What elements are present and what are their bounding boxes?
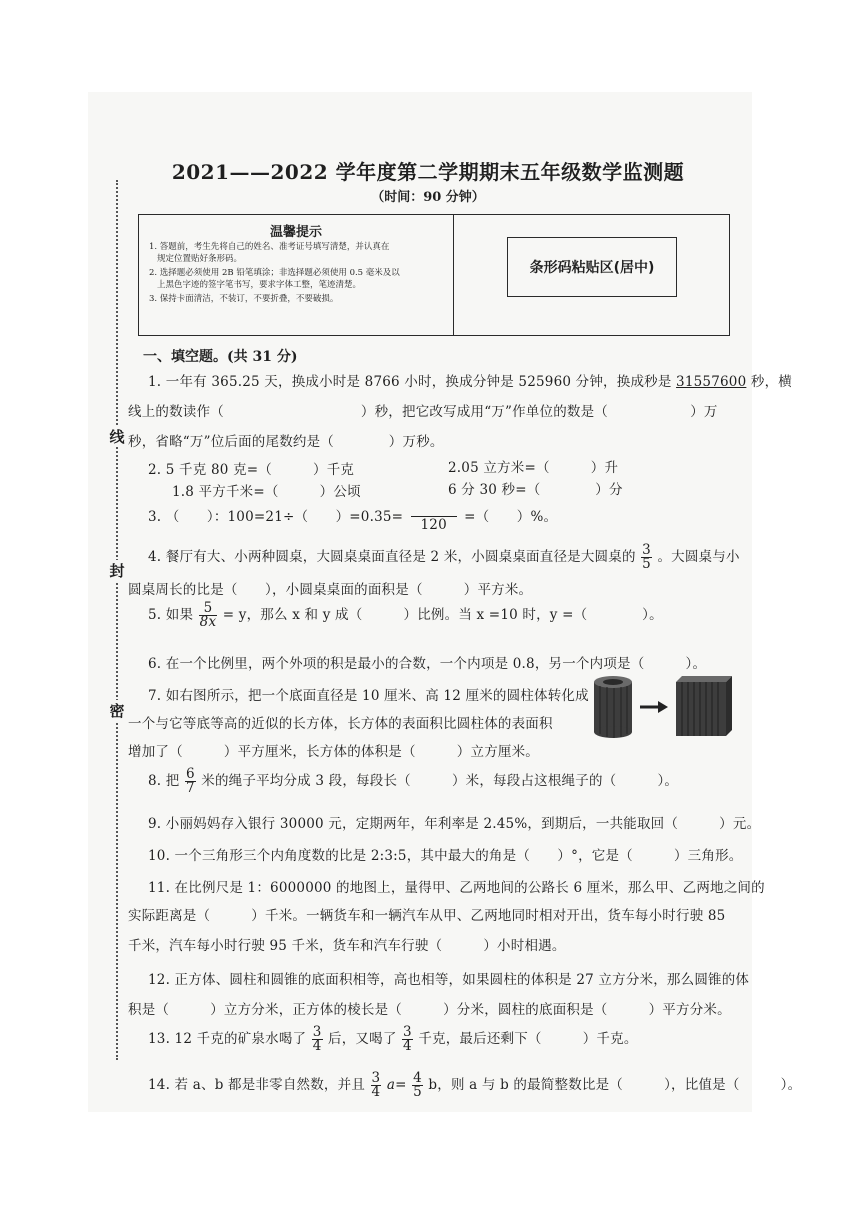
- tip-line: 1. 答题前，考生先将自己的姓名、准考证号填写清楚，并认真在: [149, 242, 390, 252]
- question-10: 10. 一个三角形三个内角度数的比是 2:3:5，其中最大的角是（ ）°，它是（ ）三角形。: [148, 848, 743, 864]
- question-text: 8. 把: [148, 773, 180, 789]
- question-2-a: 2. 5 千克 80 克=（ ）千克: [148, 462, 355, 478]
- question-14: [148, 1072, 801, 1099]
- question-text: 后，又喝了: [328, 1031, 397, 1047]
- underlined-number: 31557600: [676, 374, 747, 390]
- margin-label-feng: 封: [104, 560, 130, 581]
- arrow-right-icon: [640, 701, 668, 713]
- question-2-c: 1.8 平方千米=（ ）公顷: [172, 484, 361, 500]
- fraction-denominator: 4: [312, 1038, 322, 1054]
- cylinder-icon: [594, 676, 632, 738]
- question-text: b，则 a 与 b 的最简整数比是（ ），比值是（ ）。: [428, 1077, 802, 1093]
- fraction: [402, 1026, 413, 1053]
- fraction-denominator: 7: [185, 780, 195, 796]
- tip-line: 2. 选择题必须使用 2B 铅笔填涂；非选择题必须使用 0.5 毫米及以: [149, 268, 400, 278]
- question-11-line-2: 实际距离是（ ）千米。一辆货车和一辆汽车从甲、乙两地同时相对开出，货车每小时行驶 85: [128, 908, 726, 924]
- fraction-denominator: 5: [642, 556, 651, 572]
- question-3: [148, 502, 557, 533]
- fraction-numerator: 5: [199, 602, 218, 616]
- tips-box: [138, 214, 730, 336]
- question-text: 米的绳子平均分成 3 段，每段长（ ）米，每段占这根绳子的（ ）。: [201, 773, 679, 789]
- fraction-numerator: 3: [371, 1070, 381, 1086]
- fraction: [412, 1072, 423, 1099]
- barcode-area: 条形码粘贴区(居中): [507, 237, 677, 297]
- exam-duration: （时间：90 分钟）: [371, 190, 485, 205]
- question-7-line-1: 7. 如右图所示，把一个底面直径是 10 厘米、高 12 厘米的圆柱体转化成: [148, 688, 589, 704]
- question-2-b: 2.05 立方米=（ ）升: [448, 460, 619, 476]
- blank-fraction: [411, 502, 457, 533]
- question-text: a=: [386, 1077, 407, 1093]
- section-heading: 一、填空题。(共 31 分): [143, 349, 298, 365]
- question-1-line-3: 秒，省略“万”位后面的尾数约是（ ）万秒。: [128, 434, 444, 450]
- question-1-line-2: 线上的数读作（ ）秒，把它改写成用“万”作单位的数是（ ）万: [128, 404, 718, 420]
- question-text: = y，那么 x 和 y 成（ ）比例。当 x =10 时，y =（ ）。: [222, 607, 663, 623]
- fraction: [641, 544, 652, 571]
- tips-title: 温馨提示: [269, 225, 322, 240]
- question-text: 千克，最后还剩下（ ）千克。: [418, 1031, 638, 1047]
- question-text: 3. （ ）：100=21÷（ ）=0.35=: [148, 509, 404, 525]
- question-13: [148, 1026, 638, 1053]
- question-2-d: 6 分 30 秒=（ ）分: [448, 482, 623, 498]
- margin-label-mi: 密: [104, 700, 130, 721]
- question-8: [148, 768, 678, 795]
- tip-line: 规定位置贴好条形码。: [157, 254, 243, 264]
- fraction-numerator: 6: [185, 766, 195, 782]
- fraction-denominator: 5: [413, 1084, 422, 1100]
- tip-line: 上黑色字迹的签字笔书写，要求字体工整，笔迹清楚。: [157, 280, 362, 290]
- fraction-numerator: 3: [642, 542, 651, 558]
- question-5: [148, 602, 663, 629]
- question-text: 13. 12 千克的矿泉水喝了: [148, 1031, 307, 1047]
- fraction-numerator: 4: [413, 1070, 422, 1086]
- margin-label-xian: 线: [104, 426, 130, 447]
- fraction-blank-numerator: [411, 502, 457, 517]
- question-text: 5. 如果: [148, 607, 194, 623]
- question-6: 6. 在一个比例里，两个外项的积是最小的合数，一个内项是 0.8，另一个内项是（ ）。: [148, 656, 707, 672]
- binding-dotted-line: [116, 180, 118, 1060]
- question-4-line-2: 圆桌周长的比是（ ），小圆桌桌面的面积是（ ）平方米。: [128, 582, 533, 598]
- question-text: 14. 若 a、b 都是非零自然数，并且: [148, 1077, 366, 1093]
- tip-line: 3. 保持卡面清洁，不装订，不要折叠，不要破损。: [149, 294, 339, 304]
- cylinder-to-cuboid-figure: [588, 670, 738, 742]
- fraction-denominator: 8x: [199, 614, 217, 630]
- fraction-denominator: 4: [371, 1084, 381, 1100]
- fraction: [312, 1026, 323, 1053]
- cuboid-icon: [676, 676, 732, 736]
- question-text: 1. 一年有 365.25 天，换成小时是 8766 小时，换成分钟是 525960 分钟，换成秒是: [148, 374, 672, 390]
- exam-title: 2021——2022 学年度第二学期期末五年级数学监测题: [171, 160, 685, 184]
- question-9: 9. 小丽妈妈存入银行 30000 元，定期两年，年利率是 2.45%，到期后，一共能取回（ ）元。: [148, 816, 761, 832]
- exam-page: [88, 92, 802, 1112]
- question-12-line-2: 积是（ ）立方分米，正方体的棱长是（ ）分米，圆柱的底面积是（ ）平方分米。: [128, 1002, 731, 1018]
- question-4-line-1: [148, 544, 740, 571]
- question-7-line-3: 增加了（ ）平方厘米，长方体的体积是（ ）立方厘米。: [128, 744, 539, 760]
- question-text: 4. 餐厅有大、小两种圆桌，大圆桌桌面直径是 2 米，小圆桌桌面直径是大圆桌的: [148, 549, 636, 565]
- fraction-denominator: 4: [403, 1038, 412, 1054]
- fraction: [371, 1072, 382, 1099]
- question-7-line-2: 一个与它等底等高的近似的长方体，长方体的表面积比圆柱体的表面积: [128, 716, 553, 732]
- fraction: [185, 768, 196, 795]
- fraction-numerator: 3: [403, 1024, 412, 1040]
- tips-divider: [453, 215, 454, 335]
- question-11-line-3: 千米，汽车每小时行驶 95 千米，货车和汽车行驶（ ）小时相遇。: [128, 938, 566, 954]
- fraction-denominator: 120: [420, 517, 447, 533]
- question-text: =（ ）%。: [464, 509, 558, 525]
- question-text: 。大圆桌与小: [657, 549, 740, 565]
- question-12-line-1: 12. 正方体、圆柱和圆锥的底面积相等，高也相等，如果圆柱的体积是 27 立方分米，那么圆锥的体: [148, 972, 750, 988]
- question-1-line-1: [148, 370, 792, 390]
- fraction-numerator: 3: [312, 1024, 322, 1040]
- fraction: [199, 602, 218, 629]
- question-11-line-1: 11. 在比例尺是 1：6000000 的地图上，量得甲、乙两地间的公路长 6 厘米，那么甲、乙两地之间的: [148, 880, 765, 896]
- question-text: 秒，横: [750, 374, 792, 390]
